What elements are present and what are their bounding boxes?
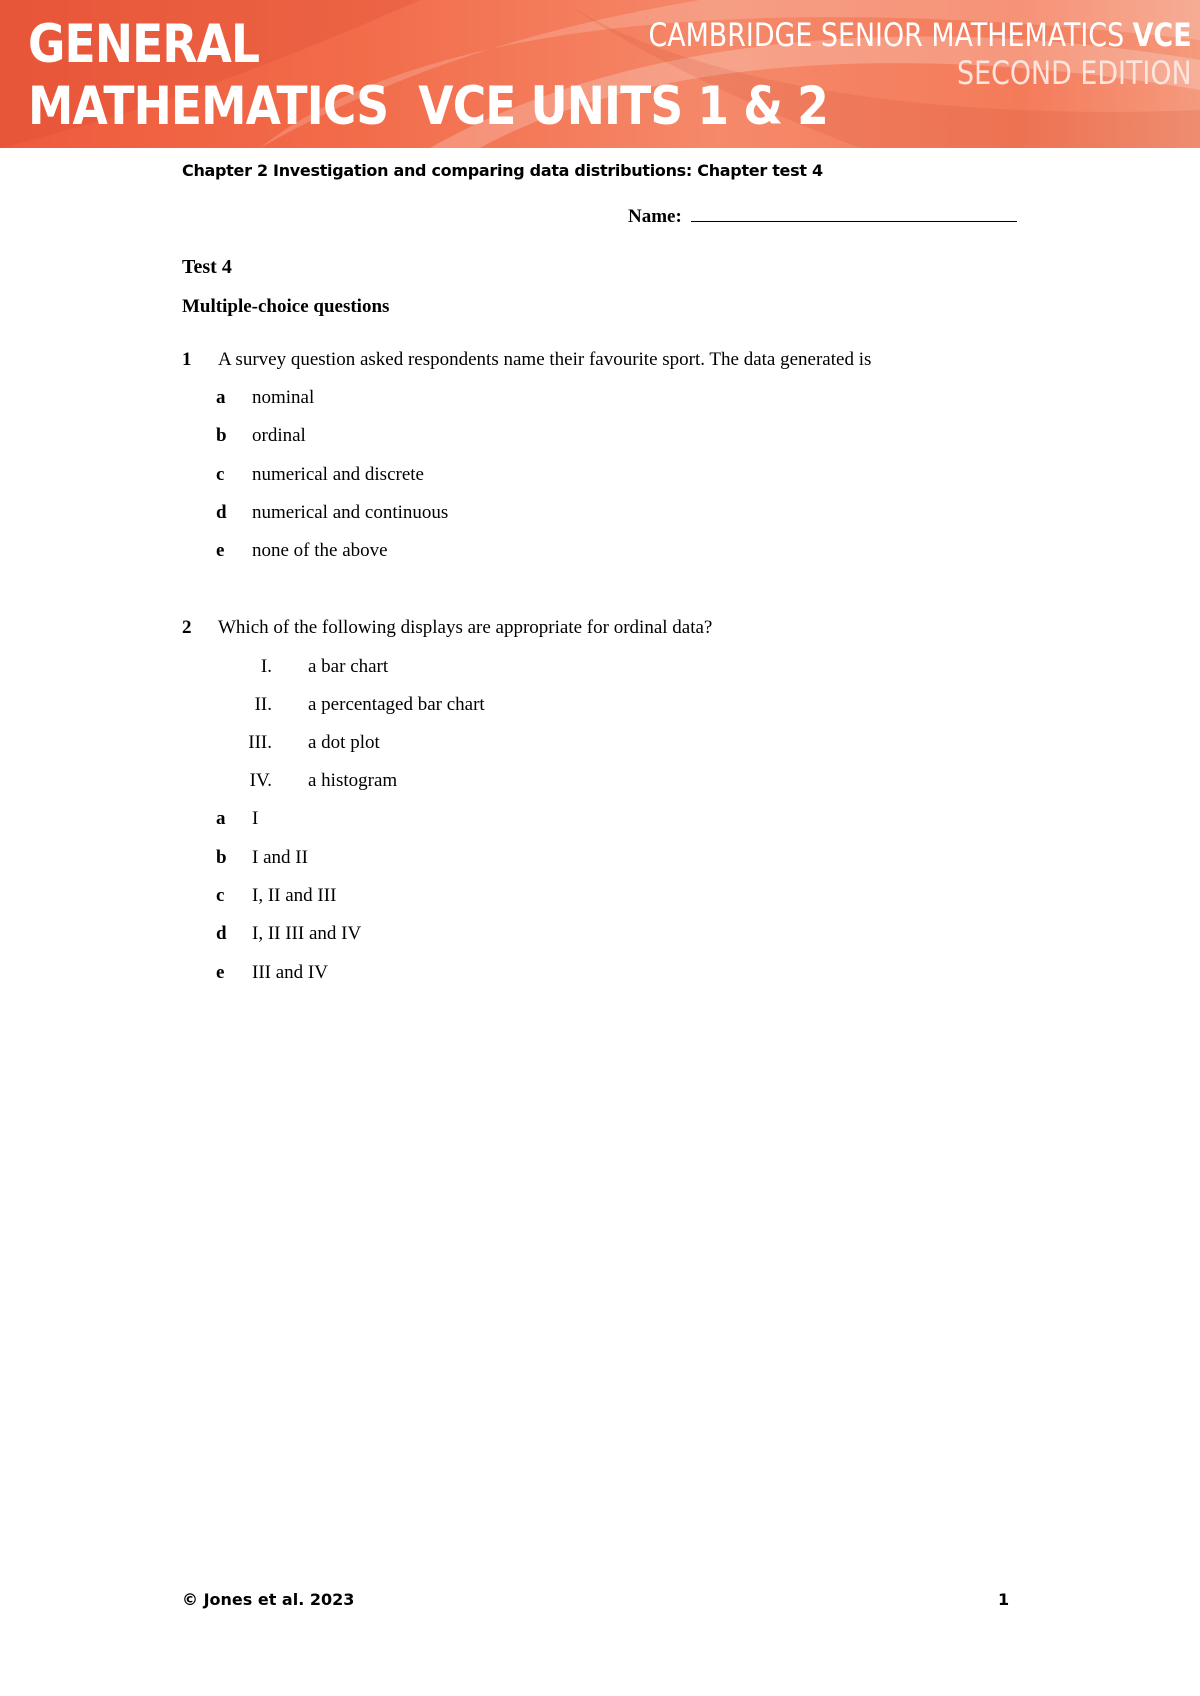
- roman-item-3: III. a dot plot: [248, 732, 380, 753]
- banner-title-line2: MATHEMATICS VCE UNITS 1 & 2: [28, 76, 828, 137]
- option-e[interactable]: e none of the above: [216, 540, 388, 561]
- option-e[interactable]: e III and IV: [216, 962, 328, 983]
- footer-page-number: 1: [998, 1590, 1010, 1609]
- edition-label: SECOND EDITION: [957, 54, 1192, 92]
- option-b[interactable]: b ordinal: [216, 425, 306, 446]
- test-title: Test 4: [182, 256, 232, 278]
- series-name: CAMBRIDGE SENIOR MATHEMATICS: [648, 16, 1134, 54]
- option-b[interactable]: b I and II: [216, 847, 308, 868]
- footer-copyright: © Jones et al. 2023: [182, 1590, 355, 1609]
- roman-item-1: I. a bar chart: [260, 656, 389, 677]
- option-a[interactable]: a nominal: [216, 387, 315, 408]
- question-1: [182, 349, 1082, 569]
- section-title: Multiple-choice questions: [182, 296, 390, 317]
- banner-series: [649, 16, 1192, 92]
- name-blank-line[interactable]: [691, 205, 1017, 222]
- banner-title-line1: GENERAL: [28, 14, 260, 75]
- name-field: [628, 205, 1017, 228]
- question-text: Which of the following displays are appropriate for ordinal data?: [218, 617, 713, 638]
- name-label: Name:: [628, 206, 687, 227]
- chapter-header: Chapter 2 Investigation and comparing data distributions: Chapter test 4: [182, 161, 823, 180]
- question-text: A survey question asked respondents name their favourite sport. The data generated is: [218, 349, 872, 370]
- option-a[interactable]: a I: [216, 808, 259, 829]
- option-c[interactable]: c I, II and III: [216, 885, 337, 906]
- roman-item-2: II. a percentaged bar chart: [254, 694, 485, 715]
- question-2: [182, 617, 1082, 997]
- option-d[interactable]: d I, II III and IV: [216, 923, 362, 944]
- question-number: 2: [182, 617, 192, 638]
- roman-item-4: IV. a histogram: [249, 770, 398, 791]
- option-d[interactable]: d numerical and continuous: [216, 502, 449, 523]
- header-banner: [0, 0, 1200, 148]
- series-vce: VCE: [1133, 16, 1192, 54]
- option-c[interactable]: c numerical and discrete: [216, 464, 424, 485]
- question-number: 1: [182, 349, 192, 370]
